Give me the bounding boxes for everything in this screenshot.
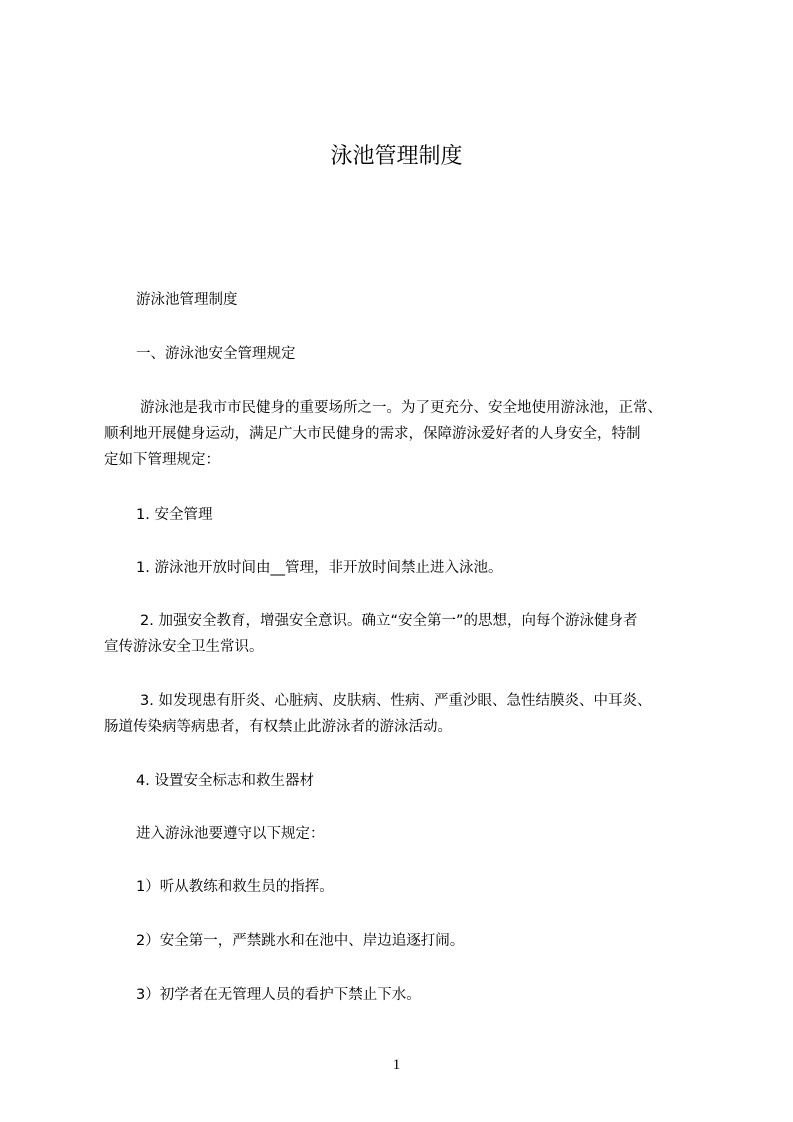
- document-subtitle: 游泳池管理制度: [136, 292, 238, 308]
- page-number: 1: [392, 1057, 401, 1073]
- rule-3-paragraph: [104, 688, 651, 740]
- entry-rule-3: 3）初学者在无管理人员的看护下禁止下水。: [136, 987, 421, 1003]
- rule-2-line-2: 宣传游泳安全卫生常识。: [104, 639, 264, 655]
- rule-3-line-1: 3. 如发现患有肝炎、心脏病、皮肤病、性病、严重沙眼、急性结膜炎、中耳炎、: [140, 693, 652, 709]
- entry-rules-heading: 进入游泳池要遵守以下规定：: [136, 826, 325, 842]
- page-title: 泳池管理制度: [330, 144, 463, 169]
- rule-2-line-1: 2. 加强安全教育，增强安全意识。确立“安全第一”的思想，向每个游泳健身者: [140, 613, 638, 629]
- entry-rule-2: 2）安全第一，严禁跳水和在池中、岸边追逐打闹。: [136, 933, 465, 949]
- entry-rule-1: 1）听从教练和救生员的指挥。: [136, 879, 334, 895]
- safety-heading: 1. 安全管理: [136, 507, 213, 523]
- rule-4: 4. 设置安全标志和救生器材: [136, 773, 314, 789]
- intro-line-2: 顺利地开展健身运动，满足广大市民健身的需求，保障游泳爱好者的人身安全，特制: [104, 426, 641, 442]
- intro-line-3: 定如下管理规定：: [104, 452, 220, 468]
- rule-1: 1. 游泳池开放时间由__管理，非开放时间禁止进入泳池。: [136, 560, 503, 576]
- rule-3-line-2: 肠道传染病等病患者，有权禁止此游泳者的游泳活动。: [104, 719, 452, 735]
- intro-line-1: 游泳池是我市市民健身的重要场所之一。为了更充分、安全地使用游泳池，正常、: [140, 400, 662, 416]
- section-heading: 一、游泳池安全管理规定: [136, 346, 296, 362]
- intro-paragraph: [104, 395, 662, 473]
- rule-2-paragraph: [104, 608, 637, 660]
